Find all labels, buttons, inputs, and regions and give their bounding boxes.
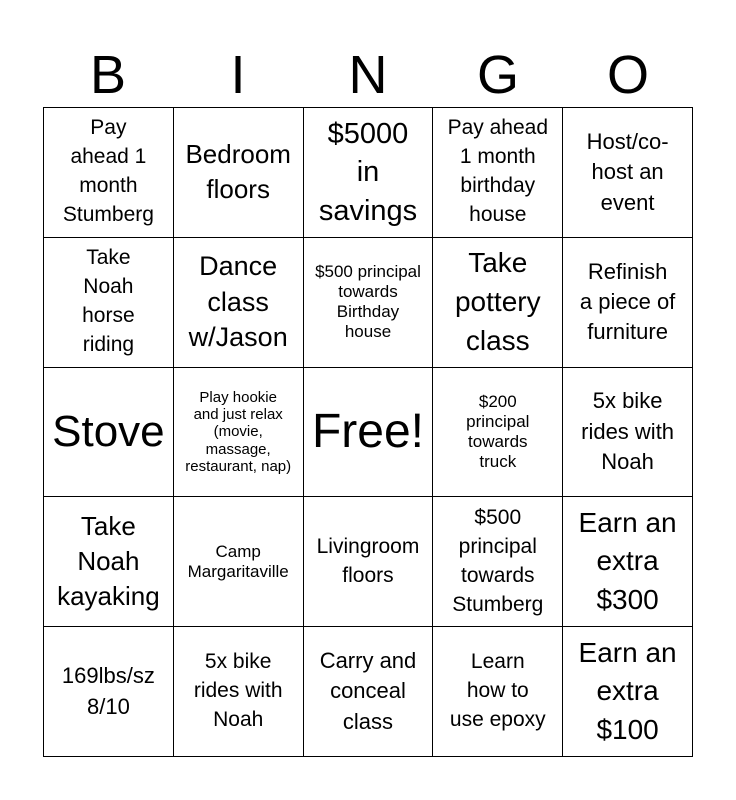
bingo-header [43, 44, 693, 106]
bingo-cell-text: Pay ahead 1 month Stumberg [62, 116, 154, 227]
bingo-cell-text: Livingroom floors [316, 534, 420, 587]
bingo-cell-text: 169lbs/sz 8/10 [61, 663, 155, 719]
bingo-cell-text: Play hookie and just relax (movie, massage, restaurant, nap) [185, 389, 292, 475]
bingo-cell-r5c5[interactable] [563, 627, 693, 757]
bingo-cell-text: Earn an extra $300 [578, 506, 677, 616]
bingo-cell-r2c4[interactable] [433, 238, 563, 368]
bingo-cell-r1c5[interactable] [563, 108, 693, 238]
bingo-cell-r4c3[interactable] [304, 497, 434, 627]
bingo-cell-r2c2[interactable] [174, 238, 304, 368]
bingo-cell-r4c5[interactable] [563, 497, 693, 627]
bingo-cell-r3c5[interactable] [563, 368, 693, 498]
bingo-cell-text: $5000 in savings [318, 117, 418, 227]
bingo-cell-r2c5[interactable] [563, 238, 693, 368]
bingo-cell-r5c1[interactable] [44, 627, 174, 757]
bingo-cell-text: Host/co- host an event [586, 128, 669, 215]
bingo-cell-r1c2[interactable] [174, 108, 304, 238]
bingo-cell-text: Refinish a piece of furniture [579, 258, 676, 345]
bingo-cell-r2c3[interactable] [304, 238, 434, 368]
bingo-cell-r3c2[interactable] [174, 368, 304, 498]
bingo-cell-r5c4[interactable] [433, 627, 563, 757]
bingo-cell-r2c1[interactable] [44, 238, 174, 368]
bingo-cell-r3c3[interactable] [304, 368, 434, 498]
bingo-cell-text: $500 principal towards Stumberg [452, 505, 544, 616]
bingo-cell-r5c3[interactable] [304, 627, 434, 757]
bingo-cell-text: Carry and conceal class [319, 648, 417, 734]
bingo-cell-r4c1[interactable] [44, 497, 174, 627]
bingo-cell-text: Bedroom floors [185, 139, 291, 205]
bingo-cell-text: $500 principal towards Birthday house [315, 262, 421, 342]
bingo-cell-text: 5x bike rides with Noah [193, 650, 283, 732]
header-letter-g: G [476, 45, 519, 105]
bingo-cell-text: $200 principal towards truck [466, 392, 530, 471]
header-letter-o: O [606, 45, 649, 105]
bingo-cell-r4c2[interactable] [174, 497, 304, 627]
bingo-cell-r1c4[interactable] [433, 108, 563, 238]
bingo-cell-r1c3[interactable] [304, 108, 434, 238]
bingo-cell-text: Pay ahead 1 month birthday house [447, 116, 548, 227]
header-letter-n: N [348, 45, 388, 105]
bingo-cell-text: Take Noah kayaking [57, 510, 160, 612]
bingo-cell-text: Earn an extra $100 [578, 636, 677, 745]
bingo-cell-text: Camp Margaritaville [187, 541, 289, 581]
header-letter-b: B [89, 45, 127, 105]
bingo-cell-text: Stove [52, 406, 165, 456]
bingo-cell-text: Dance class w/Jason [188, 251, 288, 352]
bingo-cell-text: Take Noah horse riding [82, 246, 135, 357]
bingo-cell-r3c4[interactable] [433, 368, 563, 498]
bingo-cell-r1c1[interactable] [44, 108, 174, 238]
bingo-cell-text: Take pottery class [454, 247, 541, 356]
bingo-cell-r3c1[interactable] [44, 368, 174, 498]
bingo-cell-text: Learn how to use epoxy [449, 650, 546, 732]
bingo-grid [43, 107, 693, 757]
bingo-cell-r4c4[interactable] [433, 497, 563, 627]
bingo-cell-r5c2[interactable] [174, 627, 304, 757]
header-letter-i: I [230, 45, 246, 105]
bingo-cell-text: 5x bike rides with Noah [581, 388, 675, 475]
bingo-cell-text: Free! [311, 404, 424, 458]
